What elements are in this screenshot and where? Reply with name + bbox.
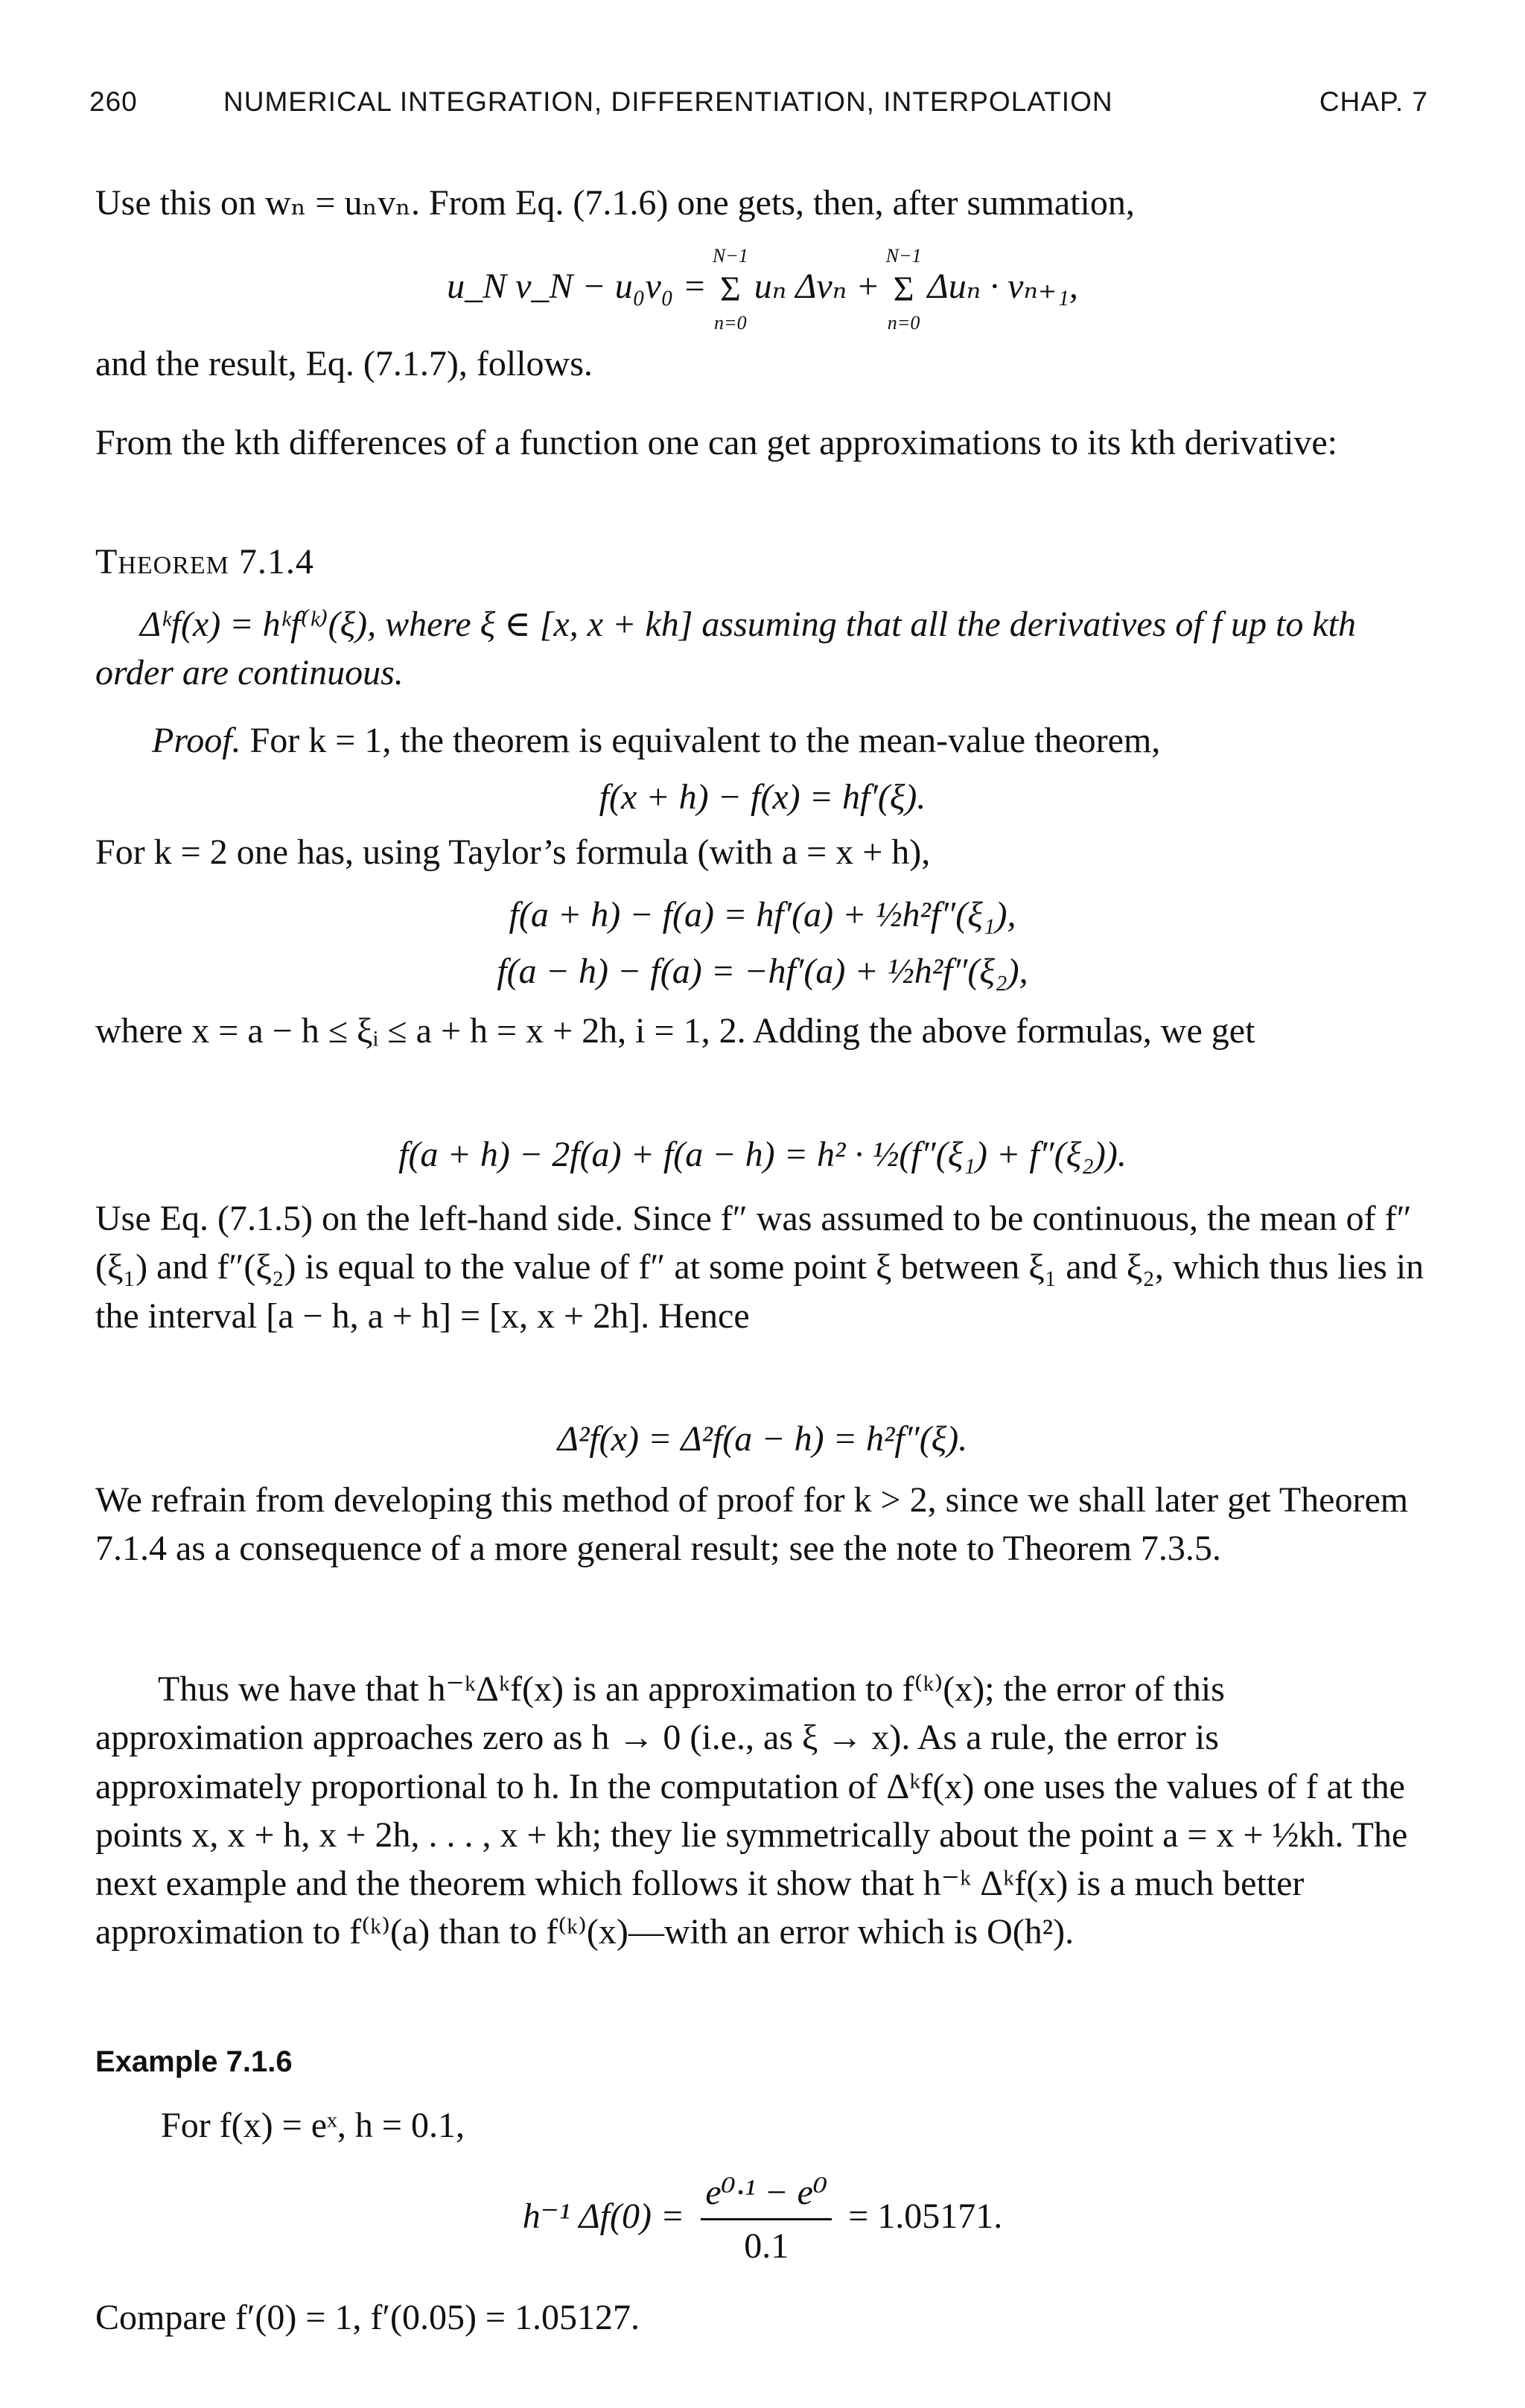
example-eq-rhs: = 1.05171. xyxy=(848,2196,1003,2236)
example-comparison: Compare f′(0) = 1, f′(0.05) = 1.05127. xyxy=(95,2298,640,2337)
sigma-lower-limit: n=0 xyxy=(887,312,920,334)
theorem-title: Theorem 7.1.4 xyxy=(95,542,314,582)
example-fraction xyxy=(701,2168,832,2271)
sum-eq-lhs: u_N v_N − u₀v₀ = xyxy=(447,267,707,306)
example-eq-lhs: h⁻¹ Δf(0) = xyxy=(522,2196,685,2236)
proof-paragraph-1 xyxy=(95,716,1428,765)
page-number: 260 xyxy=(89,86,138,117)
sum-of-formulas-equation: f(a + h) − 2f(a) + f(a − h) = h² · ½(f″(ξ₁) + f″(ξ₂)). xyxy=(398,1135,1127,1174)
kth-difference-text: From the kth differences of a function one can get approximations to its kth derivative: xyxy=(95,423,1337,462)
sigma-upper-limit: N−1 xyxy=(885,245,922,267)
taylor-equation-1: f(a + h) − f(a) = hf′(a) + ½h²f″(ξ₁), xyxy=(509,895,1016,934)
intro-text: Use this on wₙ = uₙvₙ. From Eq. (7.1.6) one gets, then, after summation, xyxy=(95,183,1135,223)
taylor-equation-2: f(a − h) − f(a) = −hf′(a) + ½h²f″(ξ₂), xyxy=(497,952,1028,991)
sigma-upper-limit: N−1 xyxy=(712,245,748,267)
sigma-lower-limit: n=0 xyxy=(714,312,747,334)
example-title: Example 7.1.6 xyxy=(95,2045,293,2078)
fraction-denominator: 0.1 xyxy=(744,2226,789,2267)
discussion-paragraph: Thus we have that h⁻ᵏΔᵏf(x) is an approximation to f⁽ᵏ⁾(x); the error of this approximation approaches zero as h → 0 (i.e., as ξ → x). As a rule, the error is approximately proportional to h. In the computation of Δᵏf(x) one uses the values of f at the points x, x + h, x + 2h, . . . , x + kh; they lie symmetrically about the point a = x + ½kh. The next example and the theorem which follows it show that h⁻ᵏ Δᵏf(x) is a much better approximation to f⁽ᵏ⁾(a) than to f⁽ᵏ⁾(x)—with an error which is O(h²). xyxy=(95,1669,1408,1952)
running-title: NUMERICAL INTEGRATION, DIFFERENTIATION, INTERPOLATION xyxy=(223,86,1113,117)
sigma-glyph: Σ xyxy=(893,270,914,310)
summation-equation xyxy=(0,245,1525,334)
proof-text-5: We refrain from developing this method of proof for k > 2, since we shall later get Theorem 7.1.4 as a consequence of a more general result; see the note to Theorem 7.3.5. xyxy=(95,1480,1409,1569)
second-difference-equation: Δ²f(x) = Δ²f(a − h) = h²f″(ξ). xyxy=(557,1419,968,1459)
example-line-1: For f(x) = eˣ, h = 0.1, xyxy=(161,2106,465,2145)
proof-text-4: Use Eq. (7.1.5) on the left-hand side. Since f″ was assumed to be continuous, the mean of f″(ξ₁) and f″(ξ₂) is equal to the value of f″ at some point ξ between ξ₁ and ξ₂, which thus lies in the interval [a − h, a + h] = [x, x + 2h]. Hence xyxy=(95,1199,1424,1336)
sigma-glyph: Σ xyxy=(719,270,741,310)
proof-label: Proof. xyxy=(152,721,241,760)
proof-text-2: For k = 2 one has, using Taylor’s formula (with a = x + h), xyxy=(95,832,931,872)
theorem-statement: Δᵏf(x) = hᵏf⁽ᵏ⁾(ξ), where ξ ∈ [x, x + kh] assuming that all the derivatives of f up to kth order are continuous. xyxy=(95,605,1356,693)
intro-conclusion: and the result, Eq. (7.1.7), follows. xyxy=(95,344,593,383)
chapter-label: CHAP. 7 xyxy=(1319,86,1428,117)
proof-text-3: where x = a − h ≤ ξᵢ ≤ a + h = x + 2h, i = 1, 2. Adding the above formulas, we get xyxy=(95,1011,1255,1051)
running-header xyxy=(89,83,1428,128)
sigma-symbol-2 xyxy=(885,245,922,334)
fraction-numerator: e⁰·¹ − e⁰ xyxy=(701,2168,832,2220)
sum-eq-term1: uₙ Δvₙ + xyxy=(754,267,880,306)
sum-eq-term2: Δuₙ · vₙ₊₁, xyxy=(927,267,1078,306)
example-equation xyxy=(0,2168,1525,2271)
sigma-symbol-1 xyxy=(712,245,748,334)
proof-text-1: For k = 1, the theorem is equivalent to the mean-value theorem, xyxy=(249,721,1161,760)
mean-value-equation: f(x + h) − f(x) = hf′(ξ). xyxy=(599,777,926,817)
